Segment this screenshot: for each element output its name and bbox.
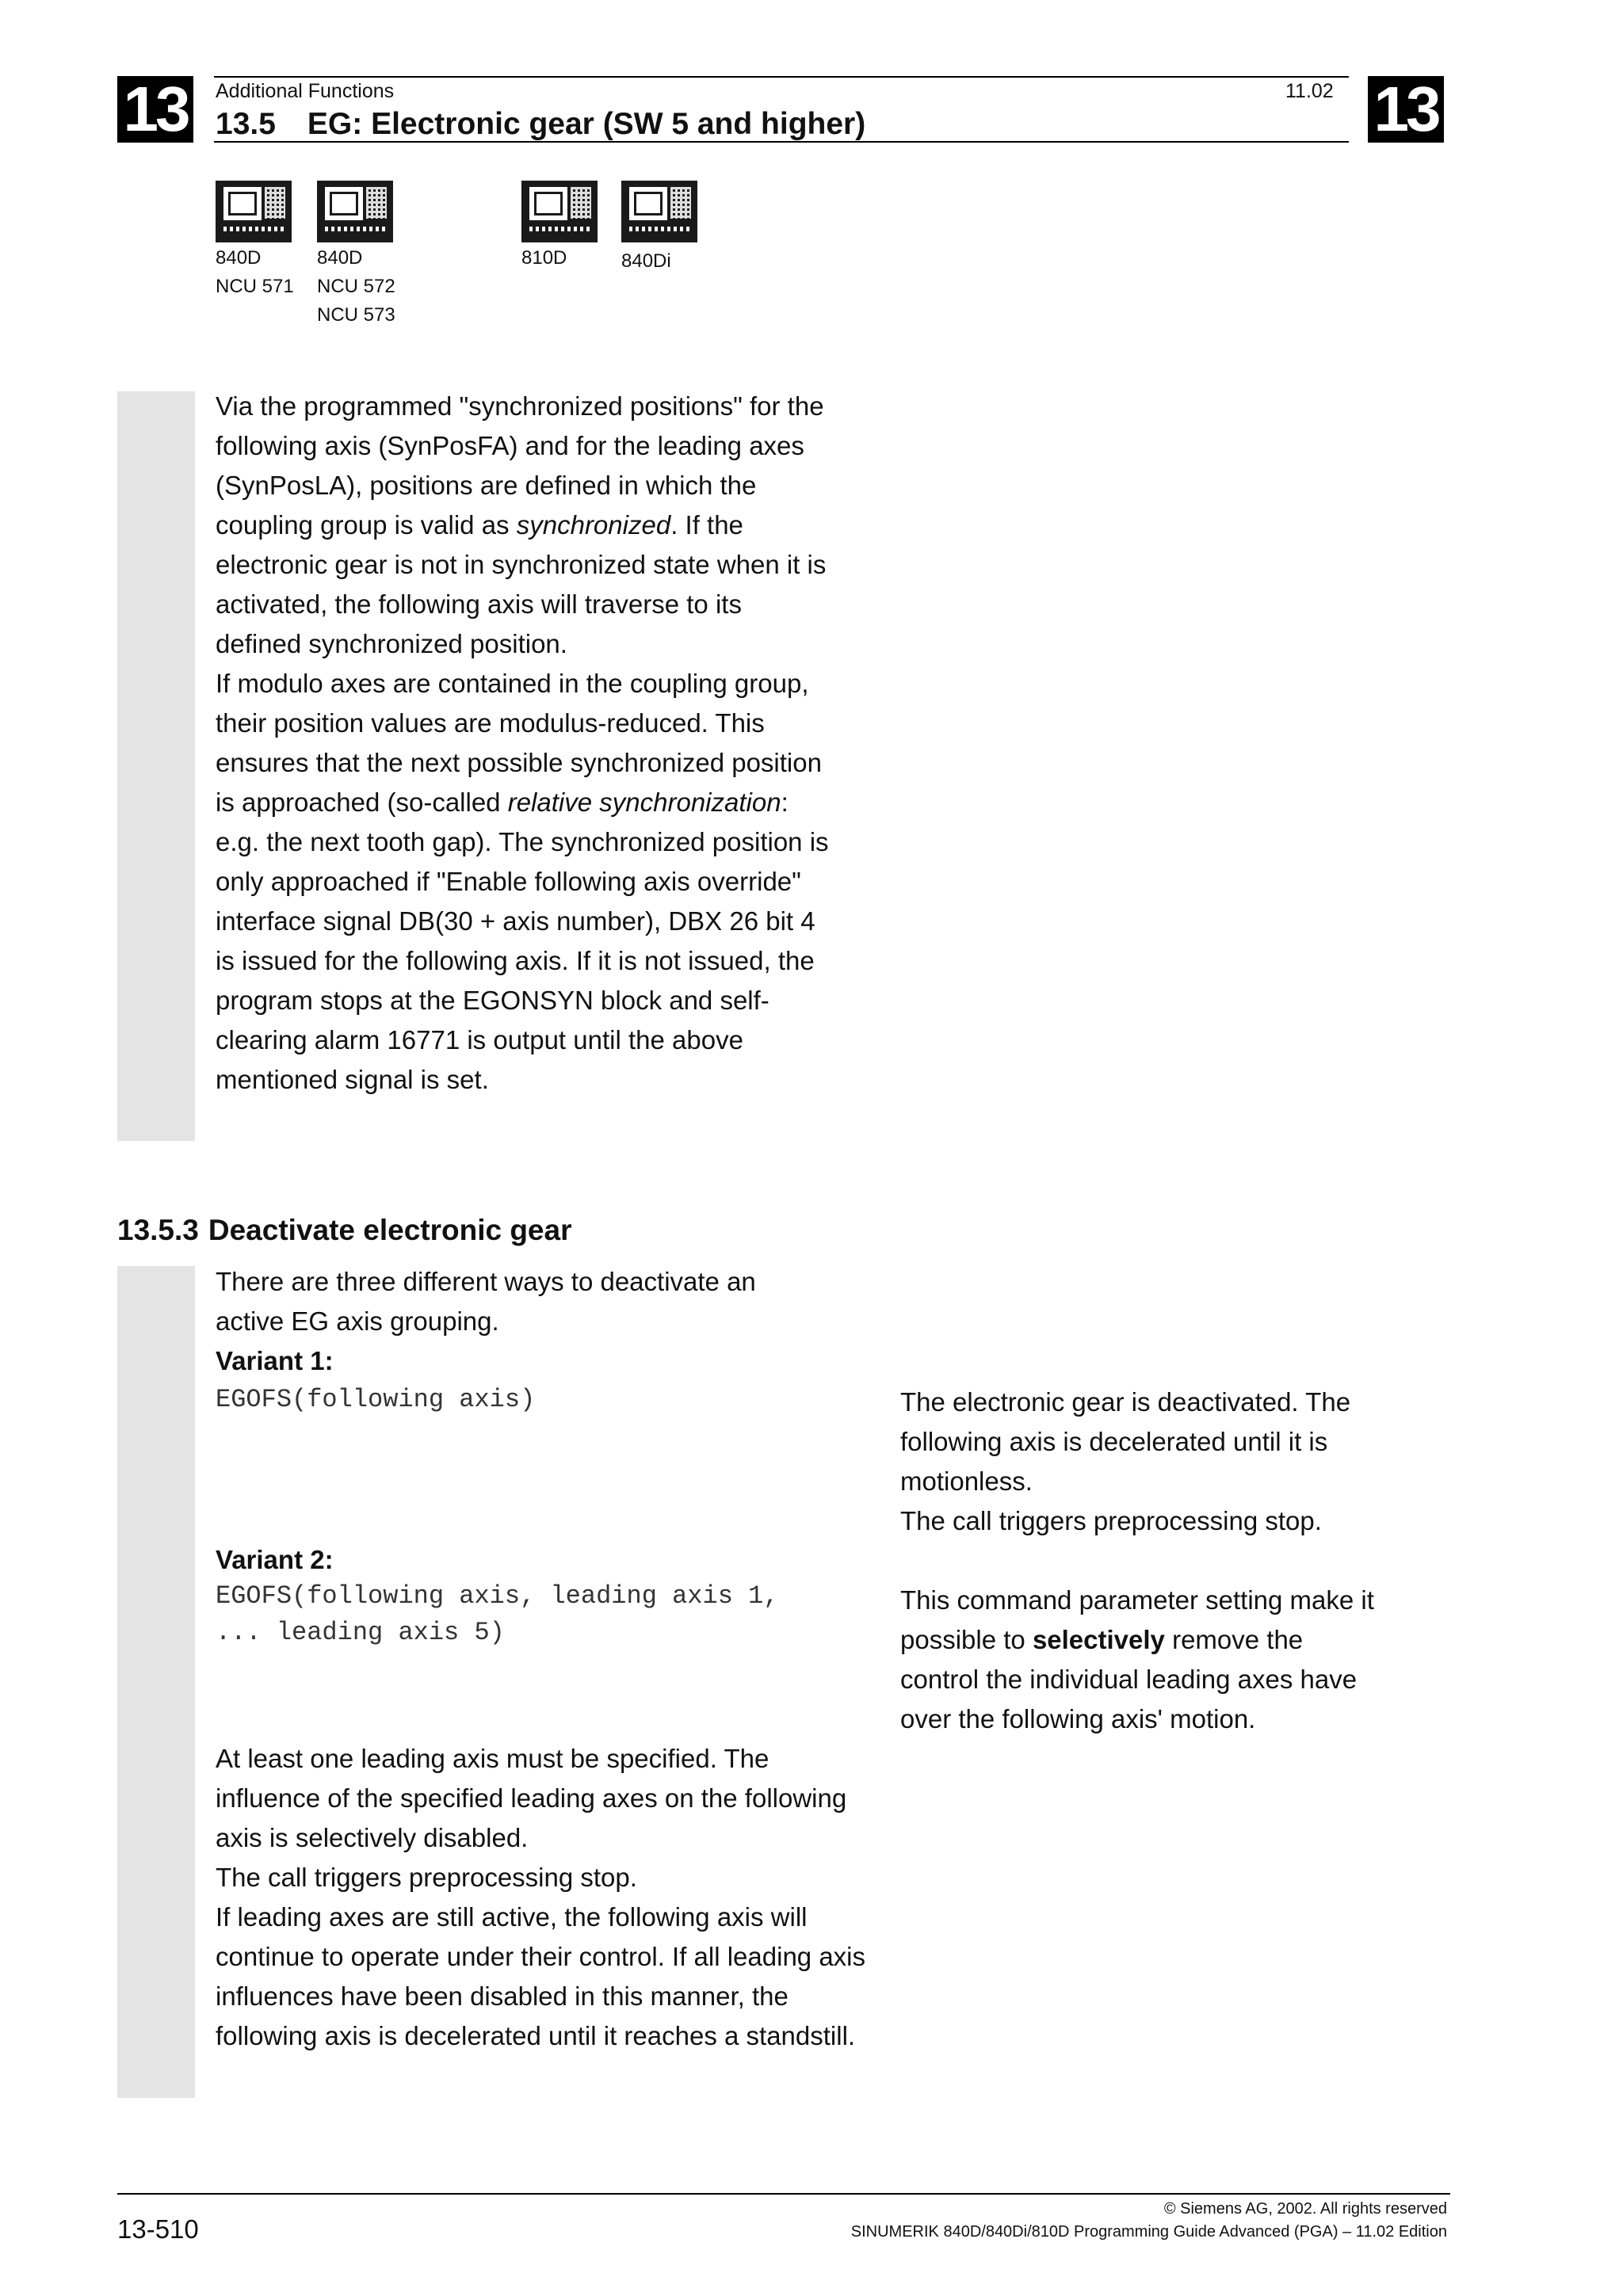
- footer-rule: [117, 2193, 1450, 2195]
- variant1-label: Variant 1:: [216, 1346, 334, 1375]
- intro-line: Via the programmed "synchronized positions" for the: [216, 391, 824, 421]
- deactivate-intro: There are three different ways to deactivate an active EG axis grouping. Variant 1:: [216, 1262, 756, 1381]
- document-title: SINUMERIK 840D/840Di/810D Programming Guide Advanced (PGA) – 11.02 Edition: [850, 2223, 1447, 2241]
- intro-line: only approached if "Enable following axis override": [216, 867, 801, 896]
- intro-line: clearing alarm 16771 is output until the above: [216, 1025, 743, 1055]
- emphasis-selectively: selectively: [1032, 1625, 1165, 1654]
- variant2-label: Variant 2:: [216, 1545, 334, 1574]
- intro-line: (SynPosLA), positions are defined in which the: [216, 471, 757, 500]
- control-panel-icon: [521, 181, 598, 242]
- intro-line: program stops at the EGONSYN block and self-: [216, 986, 769, 1015]
- copyright-notice: © Siemens AG, 2002. All rights reserved: [1163, 2200, 1447, 2218]
- intro-line: If modulo axes are contained in the coupling group,: [216, 669, 809, 698]
- chapter-badge-left: 13: [117, 76, 193, 143]
- variant2-description: This command parameter setting make it possible to selectively remove the control the individual leading axes have over the following axis' motion.: [900, 1585, 1374, 1733]
- control-label-840d-ncu572: 840D NCU 572 NCU 573: [317, 247, 395, 326]
- header-bottom-rule: [214, 141, 1349, 143]
- intro-line: is approached (so-called relative synchronization:: [216, 788, 789, 817]
- section-heading: [216, 106, 865, 143]
- subsection-number: 13.5.3: [117, 1214, 199, 1246]
- header-top-rule: [214, 76, 1349, 78]
- subsection-heading: [117, 1212, 572, 1249]
- intro-line: activated, the following axis will traverse to its: [216, 589, 742, 619]
- intro-line: their position values are modulus-reduced. This: [216, 708, 765, 738]
- control-label-810d: 810D: [521, 247, 567, 269]
- control-label-840d-ncu571: 840D NCU 571: [216, 247, 294, 297]
- variant1-code: EGOFS(following axis): [216, 1385, 536, 1414]
- chapter-title: Additional Functions: [216, 80, 395, 102]
- control-panel-icon: [216, 181, 292, 242]
- chapter-badge-right: 13: [1368, 76, 1444, 143]
- intro-line: electronic gear is not in synchronized state when it is: [216, 550, 827, 579]
- control-panel-icon: [621, 181, 697, 242]
- page-number: 13-510: [117, 2214, 199, 2244]
- intro-line: mentioned signal is set.: [216, 1065, 489, 1094]
- section-number: 13.5: [216, 107, 276, 141]
- intro-line: ensures that the next possible synchronized position: [216, 748, 822, 777]
- margin-bar-deactivate: [117, 1266, 195, 2098]
- subsection-title: Deactivate electronic gear: [208, 1214, 572, 1246]
- intro-line: coupling group is valid as synchronized. If the: [216, 510, 743, 540]
- intro-line: is issued for the following axis. If it is not issued, the: [216, 946, 815, 975]
- margin-bar-intro: [117, 391, 195, 1141]
- variant1-description: The electronic gear is deactivated. The following axis is decelerated until it is motionless. The call triggers preprocessing stop.: [900, 1387, 1351, 1535]
- version-label: 11.02: [1285, 80, 1334, 102]
- intro-paragraph: [216, 387, 829, 1100]
- variant2-code: EGOFS(following axis, leading axis 1, ... leading axis 5): [216, 1581, 779, 1647]
- control-label-840di: 840Di: [621, 250, 671, 272]
- intro-line: following axis (SynPosFA) and for the leading axes: [216, 431, 804, 460]
- variant2-notes: At least one leading axis must be specified. The influence of the specified leading axes on the following axis is selectively disabled. The call triggers preprocessing stop. If leading axes are still active, the following axis will continue to operate under their control. If all leading axis influences have been disabled in this manner, the following axis is decelerated until it reaches a standstill.: [216, 1744, 866, 2050]
- intro-line: defined synchronized position.: [216, 629, 567, 658]
- intro-line: interface signal DB(30 + axis number), DBX 26 bit 4: [216, 906, 815, 936]
- control-panel-icon: [317, 181, 393, 242]
- section-title: EG: Electronic gear (SW 5 and higher): [307, 107, 866, 141]
- intro-line: e.g. the next tooth gap). The synchronized position is: [216, 827, 829, 856]
